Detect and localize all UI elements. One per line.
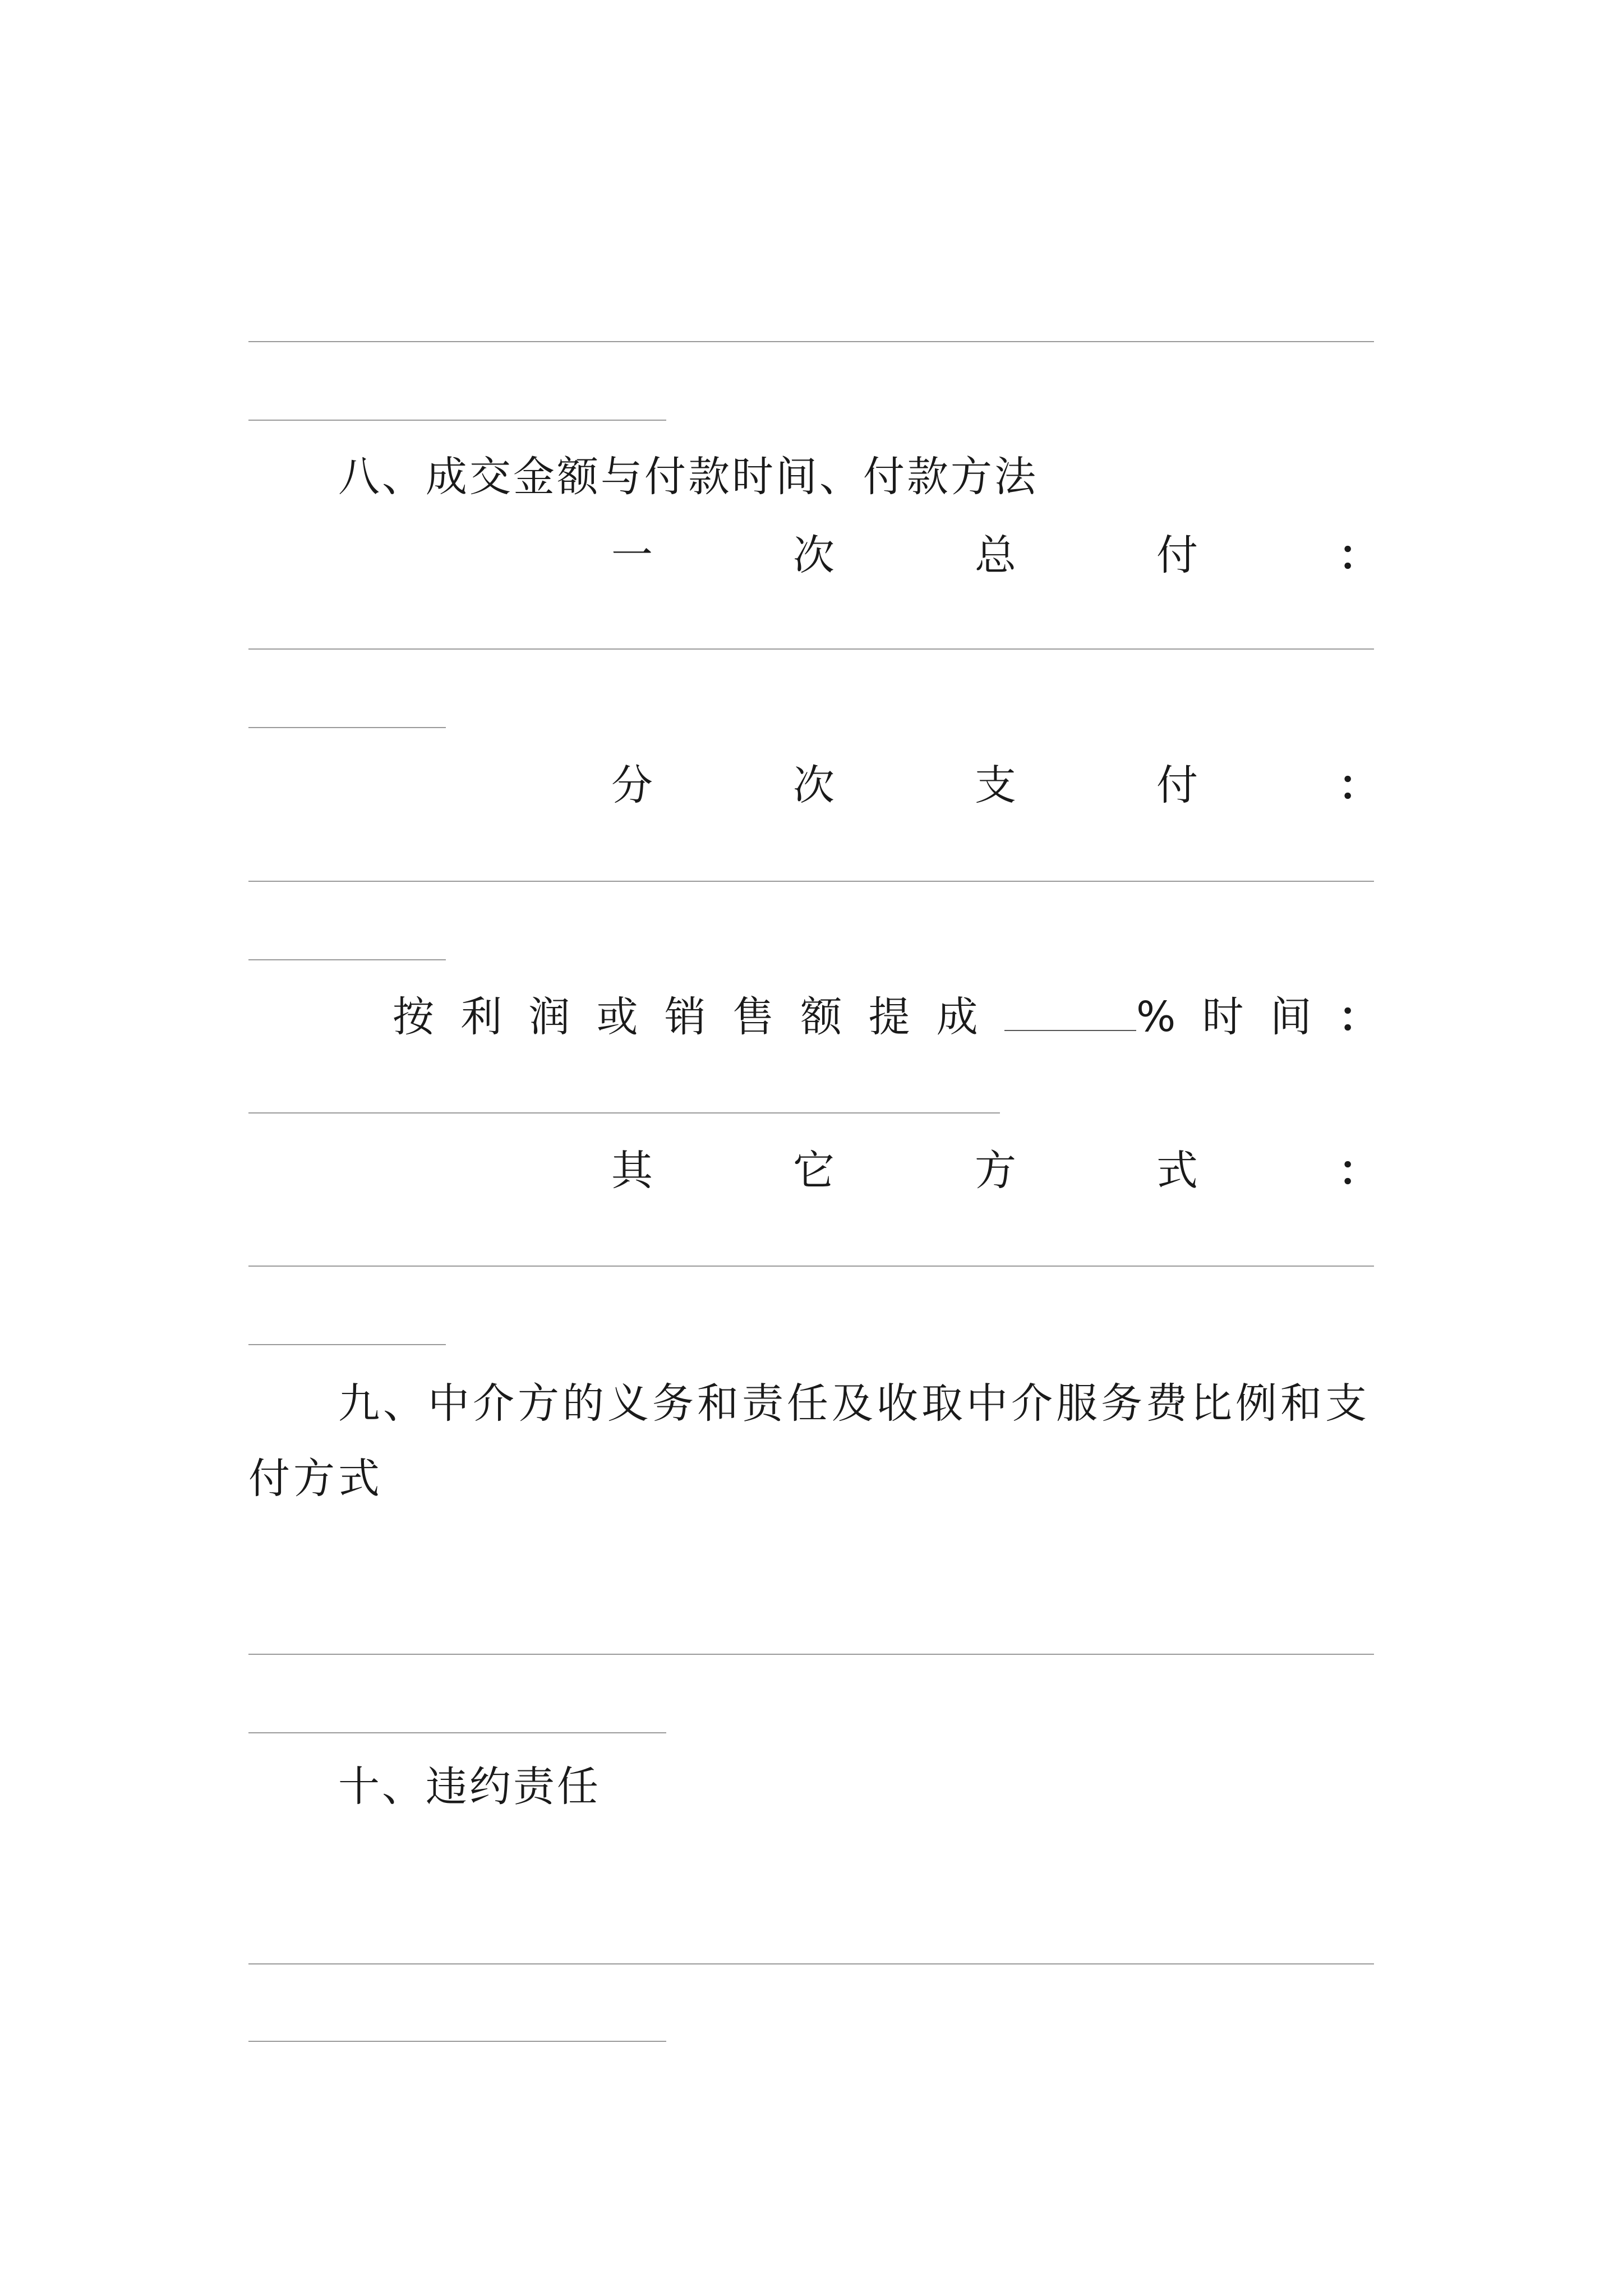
blank-line [248, 1654, 1374, 1655]
label-char: 方 [975, 1147, 1016, 1195]
label-char: 次 [793, 531, 834, 579]
section-8-title: 八、成交金额与付款时间、付款方法 [338, 453, 1038, 501]
percent-sign: % [1136, 993, 1176, 1041]
label-colon: ： [1338, 993, 1380, 1041]
blank-line [248, 881, 1374, 882]
blank-line [248, 1732, 666, 1733]
section-9-title: 九、中介方的义务和责任及收取中介服务费比例和支付方式 [248, 1379, 1370, 1503]
label-char: 一 [611, 531, 653, 579]
installments-label [611, 760, 1380, 811]
label-char: 支 [975, 761, 1016, 809]
label-char: 售 [732, 993, 774, 1041]
lump-sum-label [611, 530, 1380, 581]
label-char: 按 [393, 993, 434, 1041]
label-colon: ： [1338, 531, 1380, 579]
blank-line [248, 1112, 1000, 1114]
label-char: 成 [936, 993, 978, 1041]
commission-label [393, 992, 1380, 1042]
label-char: 分 [611, 761, 653, 809]
label-char: 其 [611, 1147, 653, 1195]
label-char: 利 [460, 993, 502, 1041]
blank-line [248, 1266, 1374, 1267]
percent-blank[interactable] [1004, 996, 1136, 1031]
label-char: 它 [793, 1147, 834, 1195]
label-colon: ： [1338, 761, 1380, 809]
label-char: 总 [975, 531, 1016, 579]
blank-line [248, 1344, 446, 1345]
label-char: 时 [1202, 993, 1244, 1041]
label-char: 或 [596, 993, 638, 1041]
blank-line [248, 341, 1374, 342]
label-char: 销 [664, 993, 706, 1041]
label-char: 额 [800, 993, 842, 1041]
blank-line [248, 2041, 666, 2042]
label-char: 间 [1270, 993, 1312, 1041]
blank-line [248, 420, 666, 421]
other-method-label [611, 1145, 1380, 1196]
blank-line [248, 959, 446, 960]
label-colon: ： [1338, 1147, 1380, 1195]
label-char: 润 [528, 993, 570, 1041]
label-char: 次 [793, 761, 834, 809]
label-char: 付 [1156, 531, 1198, 579]
blank-line [248, 727, 446, 728]
label-char: 提 [868, 993, 910, 1041]
blank-line [248, 648, 1374, 650]
label-char: 式 [1156, 1147, 1198, 1195]
blank-line [248, 1963, 1374, 1964]
section-10-title: 十、违约责任 [338, 1763, 601, 1811]
label-char: 付 [1156, 761, 1198, 809]
